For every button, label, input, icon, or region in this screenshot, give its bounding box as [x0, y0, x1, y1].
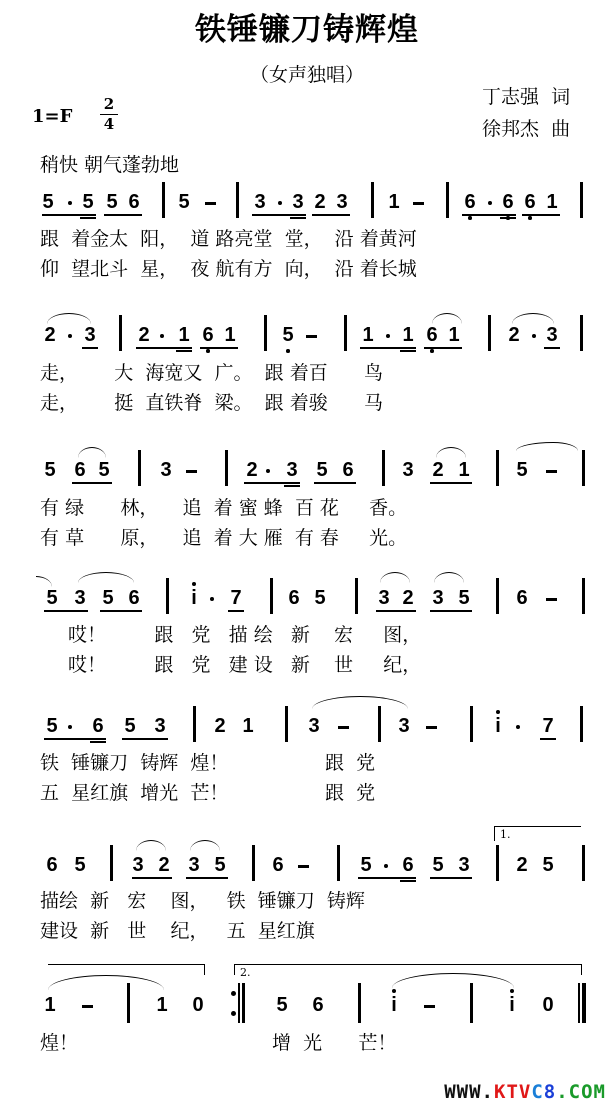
- augmentation-dot: [278, 201, 282, 205]
- tie: [392, 973, 514, 988]
- note: 3: [308, 715, 320, 737]
- augmentation-dot: [386, 334, 390, 338]
- note-low-octave: 6: [200, 325, 216, 345]
- note: 2: [402, 587, 414, 609]
- barline: [193, 706, 196, 742]
- dash-extension: [186, 470, 197, 473]
- note: 2: [158, 854, 170, 876]
- note: 3: [132, 854, 144, 876]
- note: 6: [402, 854, 414, 876]
- tie-continuation: [36, 576, 52, 587]
- note: 3: [292, 191, 304, 213]
- dash-extension: [338, 726, 349, 729]
- beam: [462, 214, 516, 216]
- composer-credit: 徐邦杰 曲: [482, 118, 571, 140]
- dash-extension: [546, 598, 557, 601]
- beam: [252, 214, 306, 216]
- note: 1: [402, 324, 414, 346]
- barline: [337, 845, 340, 881]
- note: 1: [546, 191, 558, 213]
- barline: [371, 182, 374, 218]
- note: 2: [44, 324, 56, 346]
- repeat-barline-thick: [242, 983, 245, 1023]
- beam: [200, 347, 238, 349]
- watermark-part: .COM: [556, 1081, 606, 1103]
- note: 5: [44, 459, 56, 481]
- beam-double: [90, 741, 106, 743]
- note: 2: [508, 324, 520, 346]
- note: 3: [254, 191, 266, 213]
- note: 3: [546, 324, 558, 346]
- beam: [376, 610, 416, 612]
- dash-extension: [205, 202, 216, 205]
- note: 2: [138, 324, 150, 346]
- tie: [434, 572, 464, 583]
- note: 1: [178, 324, 190, 346]
- lyric-verse2: 走， 挺 直铁脊 梁。 跟 着骏 马: [40, 392, 383, 414]
- note: 3: [154, 715, 166, 737]
- time-signature: [100, 96, 118, 133]
- final-barline-thick: [582, 983, 586, 1023]
- note-low-octave: 6: [462, 192, 478, 212]
- barline: [252, 845, 255, 881]
- note-high-octave: i: [490, 716, 506, 736]
- note: 5: [516, 459, 528, 481]
- barline: [470, 983, 473, 1023]
- note: 3: [378, 587, 390, 609]
- volta-bracket-2: 2.: [234, 964, 582, 975]
- lyric-verse1: 煌！: [40, 1032, 79, 1054]
- barline: [358, 983, 361, 1023]
- tie: [47, 313, 91, 324]
- lyric-verse2: 哎！ 跟 党 建 设 新 世 纪，: [68, 654, 422, 676]
- barline: [488, 315, 491, 351]
- repeat-barline-thin: [238, 983, 240, 1023]
- tie: [512, 313, 554, 324]
- note-high-octave: i: [504, 995, 520, 1015]
- time-signature-top: 2: [103, 95, 115, 113]
- note: 3: [84, 324, 96, 346]
- time-signature-bottom: 4: [103, 115, 115, 133]
- beam-double: [80, 217, 96, 219]
- barline: [582, 450, 585, 486]
- beam: [540, 738, 556, 740]
- barline: [446, 182, 449, 218]
- note: 0: [192, 994, 204, 1016]
- barline: [580, 706, 583, 742]
- beam: [82, 347, 98, 349]
- beam: [424, 347, 462, 349]
- note: 6: [288, 587, 300, 609]
- note: 7: [230, 587, 242, 609]
- tempo-marking: 稍快 朝气蓬勃地: [40, 154, 180, 176]
- repeat-dot-upper: [231, 991, 236, 996]
- note: 1: [388, 191, 400, 213]
- tie: [432, 313, 462, 324]
- note: 3: [402, 459, 414, 481]
- note-low-octave: 5: [280, 325, 296, 345]
- volta-bracket-1-end: [48, 964, 205, 975]
- lyric-verse2: 仰 望北斗 星， 夜 航有方 向， 沿 着长城: [40, 258, 417, 280]
- note-high-octave: i: [386, 995, 402, 1015]
- barline: [270, 578, 273, 614]
- note: 0: [542, 994, 554, 1016]
- beam: [186, 877, 228, 879]
- note: 5: [214, 854, 226, 876]
- note: 3: [336, 191, 348, 213]
- note: 1: [44, 994, 56, 1016]
- tie: [136, 840, 166, 851]
- augmentation-dot: [68, 725, 72, 729]
- augmentation-dot: [160, 334, 164, 338]
- note: 3: [160, 459, 172, 481]
- watermark-part: KTV: [494, 1081, 532, 1103]
- volta-bracket-1: 1.: [494, 826, 581, 841]
- barline: [378, 706, 381, 742]
- note-low-octave: 6: [424, 325, 440, 345]
- beam: [228, 610, 244, 612]
- barline: [580, 182, 583, 218]
- augmentation-dot: [68, 201, 72, 205]
- lyric-verse1: 描绘 新 宏 图， 铁 锤镰刀 铸辉: [40, 890, 365, 912]
- beam-double: [176, 350, 192, 352]
- note: 6: [46, 854, 58, 876]
- note: 1: [362, 324, 374, 346]
- dash-extension: [413, 202, 424, 205]
- tie: [436, 447, 466, 458]
- note: 5: [46, 715, 58, 737]
- note: 3: [188, 854, 200, 876]
- augmentation-dot: [516, 725, 520, 729]
- lyric-verse1: 铁 锤镰刀 铸辉 煌！ 跟 党: [40, 752, 376, 774]
- lyric-verse2: 五 星红旗 增光 芒！ 跟 党: [40, 782, 376, 804]
- note: 5: [316, 459, 328, 481]
- tie: [78, 447, 106, 458]
- note: 3: [398, 715, 410, 737]
- note: 6: [272, 854, 284, 876]
- dash-extension: [426, 726, 437, 729]
- note: 5: [46, 587, 58, 609]
- beam-double: [400, 350, 416, 352]
- barline: [166, 578, 169, 614]
- beam: [430, 610, 472, 612]
- beam-double: [500, 217, 516, 219]
- note: 2: [516, 854, 528, 876]
- performance-type: （女声独唱）: [249, 64, 364, 86]
- barline: [162, 182, 165, 218]
- barline: [582, 845, 585, 881]
- barline: [580, 315, 583, 351]
- beam: [104, 214, 142, 216]
- barline: [264, 315, 267, 351]
- note: 1: [458, 459, 470, 481]
- beam: [430, 877, 472, 879]
- note: 5: [458, 587, 470, 609]
- note: 1: [242, 715, 254, 737]
- note: 5: [42, 191, 54, 213]
- watermark-part: 8: [543, 1081, 557, 1103]
- barline: [496, 845, 499, 881]
- barline: [110, 845, 113, 881]
- note: 5: [314, 587, 326, 609]
- lyric-verse1: 走， 大 海宽又 广。 跟 着百 鸟: [40, 362, 383, 384]
- note: 3: [432, 587, 444, 609]
- note: 5: [74, 854, 86, 876]
- barline: [496, 578, 499, 614]
- beam: [44, 610, 88, 612]
- augmentation-dot: [488, 201, 492, 205]
- barline: [138, 450, 141, 486]
- note: 6: [516, 587, 528, 609]
- note: 5: [102, 587, 114, 609]
- tie: [312, 696, 408, 709]
- note: 2: [246, 459, 258, 481]
- note: 5: [82, 191, 94, 213]
- note: 6: [128, 587, 140, 609]
- repeat-dot-lower: [231, 1011, 236, 1016]
- barline: [582, 578, 585, 614]
- augmentation-dot: [532, 334, 536, 338]
- augmentation-dot: [266, 469, 270, 473]
- note: 1: [156, 994, 168, 1016]
- note: 5: [98, 459, 110, 481]
- watermark: [444, 1081, 606, 1103]
- beam: [122, 738, 168, 740]
- note: 6: [128, 191, 140, 213]
- dash-extension: [424, 1005, 435, 1008]
- barline: [285, 706, 288, 742]
- beam: [72, 482, 112, 484]
- dash-extension: [546, 470, 557, 473]
- lyric-verse2: 有 草 原， 追 着 大 雁 有 春 光。: [40, 527, 408, 549]
- note: 6: [92, 715, 104, 737]
- watermark-part: C: [531, 1081, 544, 1103]
- note: 5: [178, 191, 190, 213]
- beam: [42, 214, 96, 216]
- augmentation-dot: [68, 334, 72, 338]
- note: 6: [312, 994, 324, 1016]
- note: 2: [314, 191, 326, 213]
- note: 5: [360, 854, 372, 876]
- barline: [344, 315, 347, 351]
- note: 6: [74, 459, 86, 481]
- beam-double: [284, 485, 300, 487]
- beam: [358, 877, 416, 879]
- beam-double: [400, 880, 416, 882]
- song-title: 铁锤镰刀铸辉煌: [195, 12, 419, 48]
- beam: [136, 347, 192, 349]
- note-low-octave: 6: [500, 192, 516, 212]
- barline: [225, 450, 228, 486]
- note: 3: [74, 587, 86, 609]
- dash-extension: [306, 335, 317, 338]
- note-high-octave: i: [186, 588, 202, 608]
- lyric-verse1-ending2: 增 光 芒！: [272, 1032, 397, 1054]
- barline: [470, 706, 473, 742]
- beam-double: [290, 217, 306, 219]
- beam: [430, 482, 472, 484]
- beam: [44, 738, 106, 740]
- note: 1: [224, 324, 236, 346]
- augmentation-dot: [384, 864, 388, 868]
- note: 2: [214, 715, 226, 737]
- beam: [132, 877, 172, 879]
- barline: [355, 578, 358, 614]
- beam: [314, 482, 356, 484]
- barline: [119, 315, 122, 351]
- beam: [360, 347, 416, 349]
- beam: [244, 482, 300, 484]
- note: 5: [542, 854, 554, 876]
- slur: [78, 572, 134, 583]
- note: 1: [448, 324, 460, 346]
- tie: [380, 572, 410, 583]
- tie: [190, 840, 220, 851]
- note: 5: [124, 715, 136, 737]
- barline: [236, 182, 239, 218]
- final-barline-thin: [578, 983, 580, 1023]
- barline: [127, 983, 130, 1023]
- key-signature: 1=F: [32, 106, 73, 127]
- note: 2: [432, 459, 444, 481]
- tie: [48, 975, 164, 990]
- augmentation-dot: [210, 597, 214, 601]
- lyric-verse1: 有 绿 林， 追 着 蜜 蜂 百 花 香。: [40, 497, 408, 519]
- beam: [100, 610, 142, 612]
- note: 5: [106, 191, 118, 213]
- beam: [312, 214, 350, 216]
- lyricist-credit: 丁志强 词: [482, 86, 571, 108]
- beam: [522, 214, 560, 216]
- note: 5: [432, 854, 444, 876]
- lyric-verse2: 建设 新 世 纪， 五 星红旗: [40, 920, 315, 942]
- note: 3: [458, 854, 470, 876]
- barline: [382, 450, 385, 486]
- lyric-verse1: 跟 着金太 阳， 道 路亮堂 堂， 沿 着黄河: [40, 228, 417, 250]
- note-low-octave: 6: [522, 192, 538, 212]
- lyric-verse1: 哎！ 跟 党 描 绘 新 宏 图，: [68, 624, 422, 646]
- dash-extension: [82, 1005, 93, 1008]
- note: 7: [542, 715, 554, 737]
- beam: [544, 347, 560, 349]
- note: 6: [342, 459, 354, 481]
- note: 5: [276, 994, 288, 1016]
- dash-extension: [298, 865, 309, 868]
- barline: [496, 450, 499, 486]
- note: 3: [286, 459, 298, 481]
- watermark-part: WWW.: [444, 1081, 494, 1103]
- tie: [516, 442, 578, 451]
